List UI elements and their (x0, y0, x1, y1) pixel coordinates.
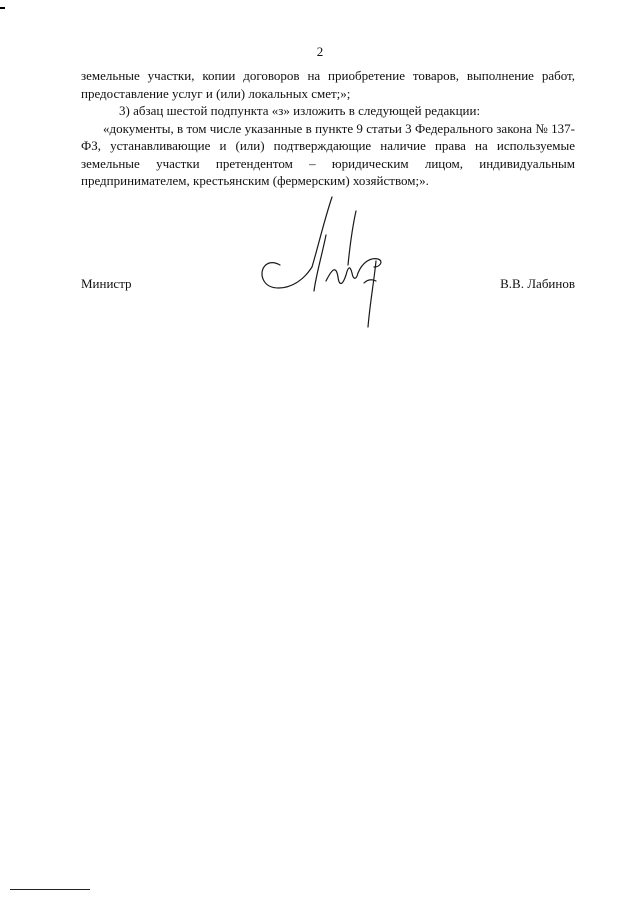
signatory-position: Министр (81, 276, 132, 291)
document-body (81, 67, 575, 190)
handwritten-signature (252, 195, 397, 335)
paragraph-continuation: земельные участки, копии договоров на приобретение товаров, выполнение работ, предоставление услуг и (или) локальных смет;»; (81, 68, 575, 101)
scan-corner-mark (0, 7, 5, 9)
signatory-name: В.В. Лабинов (500, 276, 575, 291)
footer-rule (10, 889, 90, 890)
paragraph-amendment-item: 3) абзац шестой подпункта «з» изложить в следующей редакции: (119, 103, 481, 118)
paragraph-amendment-text: «документы, в том числе указанные в пункте 9 статьи 3 Федерального закона № 137-ФЗ, устанавливающие и (или) подтверждающие наличие права на используемые земельные участки претендентом – юридическим лицом, индивидуальным предпринимателем, крестьянским (фермерским) хозяйством;». (81, 120, 575, 188)
page-number: 2 (316, 44, 324, 59)
